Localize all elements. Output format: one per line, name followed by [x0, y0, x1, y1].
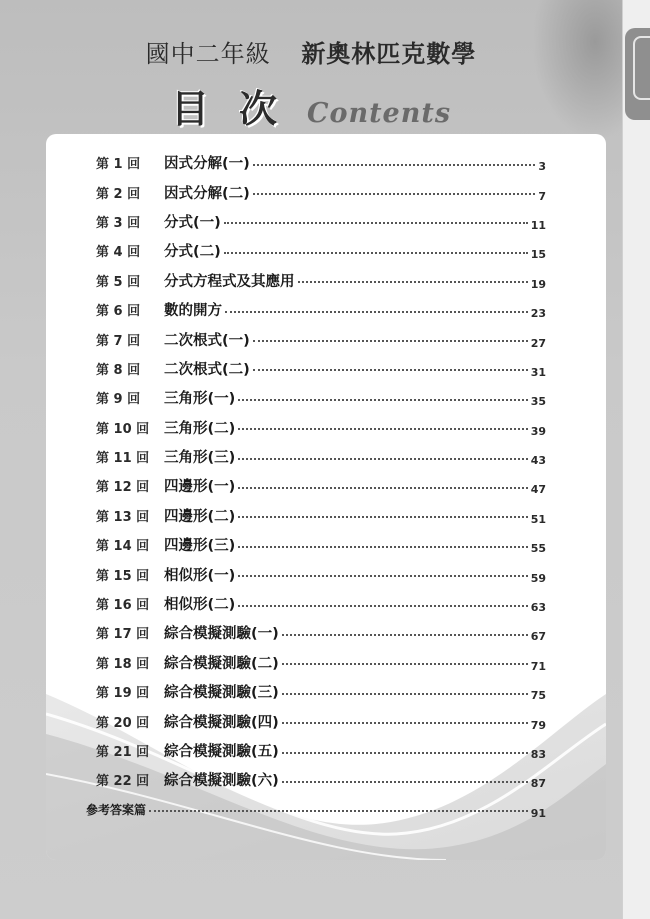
toc-entry-number: 第 18 回: [96, 656, 150, 672]
toc-entry-page: 63: [530, 601, 546, 615]
dot-leader: [298, 281, 528, 283]
toc-entry-title: 相似形(一): [164, 567, 236, 584]
toc-entry[interactable]: [46, 236, 546, 265]
dot-leader: [253, 164, 536, 166]
toc-entry[interactable]: [46, 648, 546, 677]
contents-heading-cn: 目次: [170, 87, 307, 131]
table-of-contents: [46, 148, 546, 824]
series-title: 新奧林匹克數學: [301, 40, 477, 68]
toc-entry-number: 第 9 回: [96, 392, 141, 408]
toc-entry-title: 四邊形(一): [164, 479, 236, 496]
toc-entry-page: 59: [530, 571, 546, 585]
toc-entry-page: 51: [530, 512, 546, 526]
dot-leader: [224, 222, 528, 224]
toc-entry[interactable]: [46, 177, 546, 206]
toc-entry[interactable]: [46, 471, 546, 500]
toc-entry[interactable]: [46, 383, 546, 412]
toc-entry-number: 第 7 回: [96, 333, 141, 349]
toc-entry[interactable]: [46, 501, 546, 530]
toc-entry[interactable]: [46, 207, 546, 236]
toc-entry-page: 75: [530, 689, 546, 703]
toc-entry-title: 分式方程式及其應用: [164, 273, 295, 290]
toc-entry-title: 三角形(一): [164, 391, 236, 408]
toc-entry[interactable]: [46, 677, 546, 706]
toc-entry-title: 因式分解(一): [164, 156, 250, 173]
toc-entry-number: 第 4 回: [96, 245, 141, 261]
contents-heading: [0, 78, 622, 133]
toc-entry-title: 綜合模擬測驗(二): [164, 655, 279, 672]
toc-entry-title: 數的開方: [164, 303, 222, 320]
toc-entry[interactable]: [46, 618, 546, 647]
dot-leader: [149, 810, 528, 812]
toc-entry-page: 79: [530, 718, 546, 732]
page-edge-strip: [622, 0, 650, 919]
toc-entry[interactable]: [46, 589, 546, 618]
dot-leader: [282, 693, 528, 695]
toc-entry-title: 綜合模擬測驗(四): [164, 714, 279, 731]
toc-entry-page: 11: [530, 218, 546, 232]
dot-leader: [282, 722, 528, 724]
dot-leader: [253, 340, 528, 342]
toc-entry-title: 因式分解(二): [164, 185, 250, 202]
toc-entry[interactable]: [46, 765, 546, 794]
toc-entry-page: 71: [530, 659, 546, 673]
toc-entry-number: 第 5 回: [96, 274, 141, 290]
dot-leader: [224, 252, 528, 254]
toc-entry[interactable]: [46, 295, 546, 324]
answers-page: 91: [530, 806, 546, 820]
toc-entry-title: 綜合模擬測驗(五): [164, 744, 279, 760]
answers-title: 參考答案篇: [86, 802, 147, 817]
toc-entry-number: 第 14 回: [96, 539, 150, 555]
dot-leader: [238, 546, 527, 548]
book-title: [0, 34, 622, 69]
toc-entry-number: 第 22 回: [96, 774, 150, 790]
toc-entry-page: 83: [530, 748, 546, 761]
toc-entry-answers[interactable]: [46, 795, 546, 824]
dot-leader: [238, 458, 527, 460]
toc-entry[interactable]: [46, 559, 546, 588]
toc-entry-number: 第 8 回: [96, 362, 141, 378]
toc-entry-page: 55: [530, 542, 546, 556]
toc-entry-page: 27: [530, 336, 546, 350]
toc-entry-page: 67: [530, 630, 546, 644]
toc-entry-page: 15: [530, 248, 546, 262]
toc-entry[interactable]: [46, 736, 546, 765]
toc-entry-title: 綜合模擬測驗(六): [164, 773, 279, 790]
toc-entry[interactable]: [46, 530, 546, 559]
contents-heading-en: Contents: [306, 98, 452, 129]
dot-leader: [282, 781, 528, 783]
dot-leader: [282, 752, 528, 754]
toc-entry-page: 35: [530, 395, 546, 409]
dot-leader: [238, 575, 527, 577]
dot-leader: [253, 369, 528, 371]
toc-entry-page: 39: [530, 424, 546, 438]
chapter-tab-mark: [625, 28, 650, 120]
dot-leader: [238, 516, 527, 518]
toc-entry-title: 相似形(二): [164, 597, 236, 614]
toc-entry-number: 第 19 回: [96, 686, 150, 702]
toc-entry-number: 第 11 回: [96, 451, 150, 467]
dot-leader: [238, 399, 527, 401]
dot-leader: [282, 663, 528, 665]
toc-entry-number: 第 2 回: [96, 186, 141, 202]
toc-entry-page: 87: [530, 777, 546, 791]
dot-leader: [225, 311, 528, 313]
toc-entry[interactable]: [46, 413, 546, 442]
toc-entry-page: 3: [538, 160, 546, 174]
toc-entry-number: 第 13 回: [96, 509, 150, 525]
toc-entry-number: 第 12 回: [96, 480, 150, 496]
toc-entry-number: 第 15 回: [96, 568, 150, 584]
toc-entry-number: 第 10 回: [96, 421, 150, 437]
toc-entry-number: 第 17 回: [96, 627, 150, 643]
toc-entry[interactable]: [46, 266, 546, 295]
toc-entry-title: 四邊形(二): [164, 508, 236, 525]
toc-entry-page: 23: [530, 307, 546, 321]
toc-entry[interactable]: [46, 706, 546, 735]
toc-entry-number: 第 6 回: [96, 304, 141, 320]
toc-entry-number: 第 1 回: [96, 157, 141, 173]
toc-entry-title: 二次根式(二): [164, 361, 250, 378]
dot-leader: [282, 634, 528, 636]
toc-entry-page: 19: [530, 277, 546, 291]
dot-leader: [253, 193, 536, 195]
toc-entry-title: 三角形(二): [164, 420, 236, 437]
toc-entry[interactable]: [46, 324, 546, 353]
toc-entry-page: 43: [530, 454, 546, 468]
toc-entry-number: 第 21 回: [96, 745, 150, 760]
toc-entry-title: 綜合模擬測驗(三): [164, 685, 279, 702]
toc-entry-page: 31: [530, 365, 546, 379]
toc-entry-number: 第 3 回: [96, 215, 141, 231]
toc-entry-page: 7: [538, 189, 546, 203]
toc-entry-title: 分式(一): [164, 214, 221, 231]
toc-entry-title: 三角形(三): [164, 450, 236, 467]
toc-entry-page: 47: [530, 483, 546, 497]
toc-entry[interactable]: [46, 354, 546, 383]
dot-leader: [238, 428, 527, 430]
toc-entry-number: 第 16 回: [96, 598, 150, 614]
toc-entry-title: 四邊形(三): [164, 538, 236, 555]
toc-entry-title: 分式(二): [164, 244, 221, 261]
grade-label: 國中二年級: [145, 40, 271, 68]
toc-entry-number: 第 20 回: [96, 715, 150, 731]
toc-entry-title: 綜合模擬測驗(一): [164, 626, 279, 643]
toc-entry[interactable]: [46, 148, 546, 177]
toc-entry-title: 二次根式(一): [164, 332, 250, 349]
toc-entry[interactable]: [46, 442, 546, 471]
dot-leader: [238, 605, 527, 607]
dot-leader: [238, 487, 527, 489]
